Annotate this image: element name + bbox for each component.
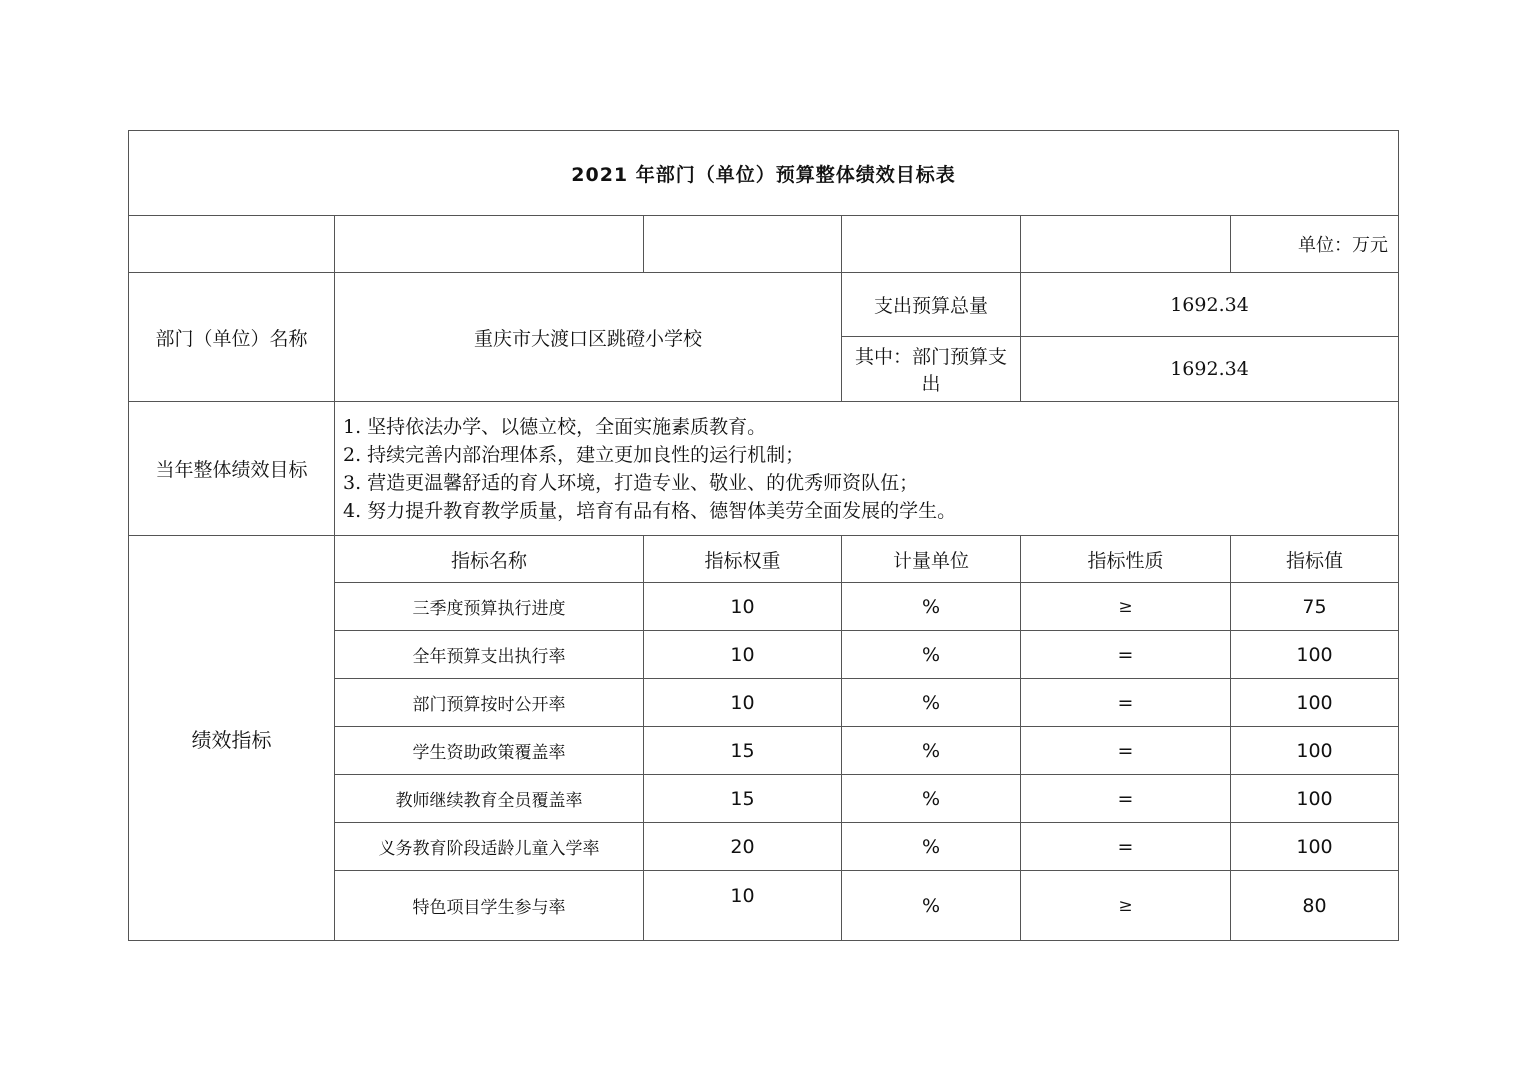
indicator-weight: 10 — [644, 583, 842, 631]
indicator-value: 100 — [1231, 775, 1399, 823]
indicator-weight: 10 — [644, 631, 842, 679]
indicator-weight: 10 — [644, 871, 842, 941]
header-nature: 指标性质 — [1021, 536, 1231, 583]
total-budget-value: 1692.34 — [1021, 273, 1399, 337]
blank-cell — [129, 216, 335, 273]
dept-name-label: 部门（单位）名称 — [129, 273, 335, 402]
indicator-name: 教师继续教育全员覆盖率 — [335, 775, 644, 823]
header-value: 指标值 — [1231, 536, 1399, 583]
indicator-weight: 20 — [644, 823, 842, 871]
indicator-unit: % — [842, 679, 1021, 727]
dept-budget-value: 1692.34 — [1021, 337, 1399, 402]
blank-cell — [842, 216, 1021, 273]
indicator-nature: ≥ — [1021, 871, 1231, 941]
goal-line: 3. 营造更温馨舒适的育人环境，打造专业、敬业、的优秀师资队伍； — [343, 471, 919, 494]
indicator-value: 80 — [1231, 871, 1399, 941]
indicator-unit: % — [842, 823, 1021, 871]
total-budget-label: 支出预算总量 — [842, 273, 1021, 337]
indicator-unit: % — [842, 775, 1021, 823]
indicator-unit: % — [842, 727, 1021, 775]
indicator-name: 三季度预算执行进度 — [335, 583, 644, 631]
indicator-unit: % — [842, 631, 1021, 679]
dept-budget-label: 其中：部门预算支出 — [842, 337, 1021, 402]
performance-target-table — [128, 130, 1399, 941]
dept-name-value: 重庆市大渡口区跳磴小学校 — [335, 273, 842, 402]
header-unit: 计量单位 — [842, 536, 1021, 583]
goal-line: 2. 持续完善内部治理体系，建立更加良性的运行机制； — [343, 443, 805, 466]
goals-text — [335, 402, 1399, 536]
indicator-weight: 15 — [644, 775, 842, 823]
indicator-name: 特色项目学生参与率 — [335, 871, 644, 941]
indicator-unit: % — [842, 871, 1021, 941]
header-name: 指标名称 — [335, 536, 644, 583]
indicator-nature: = — [1021, 631, 1231, 679]
indicator-nature: = — [1021, 727, 1231, 775]
indicator-unit: % — [842, 583, 1021, 631]
indicator-weight: 15 — [644, 727, 842, 775]
indicator-name: 学生资助政策覆盖率 — [335, 727, 644, 775]
indicator-value: 100 — [1231, 727, 1399, 775]
indicator-value: 100 — [1231, 823, 1399, 871]
indicator-value: 75 — [1231, 583, 1399, 631]
page-title: 2021 年部门（单位）预算整体绩效目标表 — [129, 131, 1399, 216]
indicator-name: 全年预算支出执行率 — [335, 631, 644, 679]
indicator-value: 100 — [1231, 631, 1399, 679]
indicator-name: 义务教育阶段适龄儿童入学率 — [335, 823, 644, 871]
blank-cell — [1021, 216, 1231, 273]
unit-label: 单位：万元 — [1231, 216, 1399, 273]
indicator-nature: = — [1021, 775, 1231, 823]
goal-line: 4. 努力提升教育教学质量，培育有品有格、德智体美劳全面发展的学生。 — [343, 499, 957, 522]
indicator-weight: 10 — [644, 679, 842, 727]
indicator-nature: ≥ — [1021, 583, 1231, 631]
goal-line: 1. 坚持依法办学、以德立校，全面实施素质教育。 — [343, 415, 767, 438]
indicator-value: 100 — [1231, 679, 1399, 727]
blank-cell — [644, 216, 842, 273]
indicator-nature: = — [1021, 679, 1231, 727]
unit-row — [129, 216, 1399, 273]
goals-label: 当年整体绩效目标 — [129, 402, 335, 536]
indicators-label: 绩效指标 — [129, 536, 335, 941]
blank-cell — [335, 216, 644, 273]
indicator-nature: = — [1021, 823, 1231, 871]
header-weight: 指标权重 — [644, 536, 842, 583]
indicator-name: 部门预算按时公开率 — [335, 679, 644, 727]
